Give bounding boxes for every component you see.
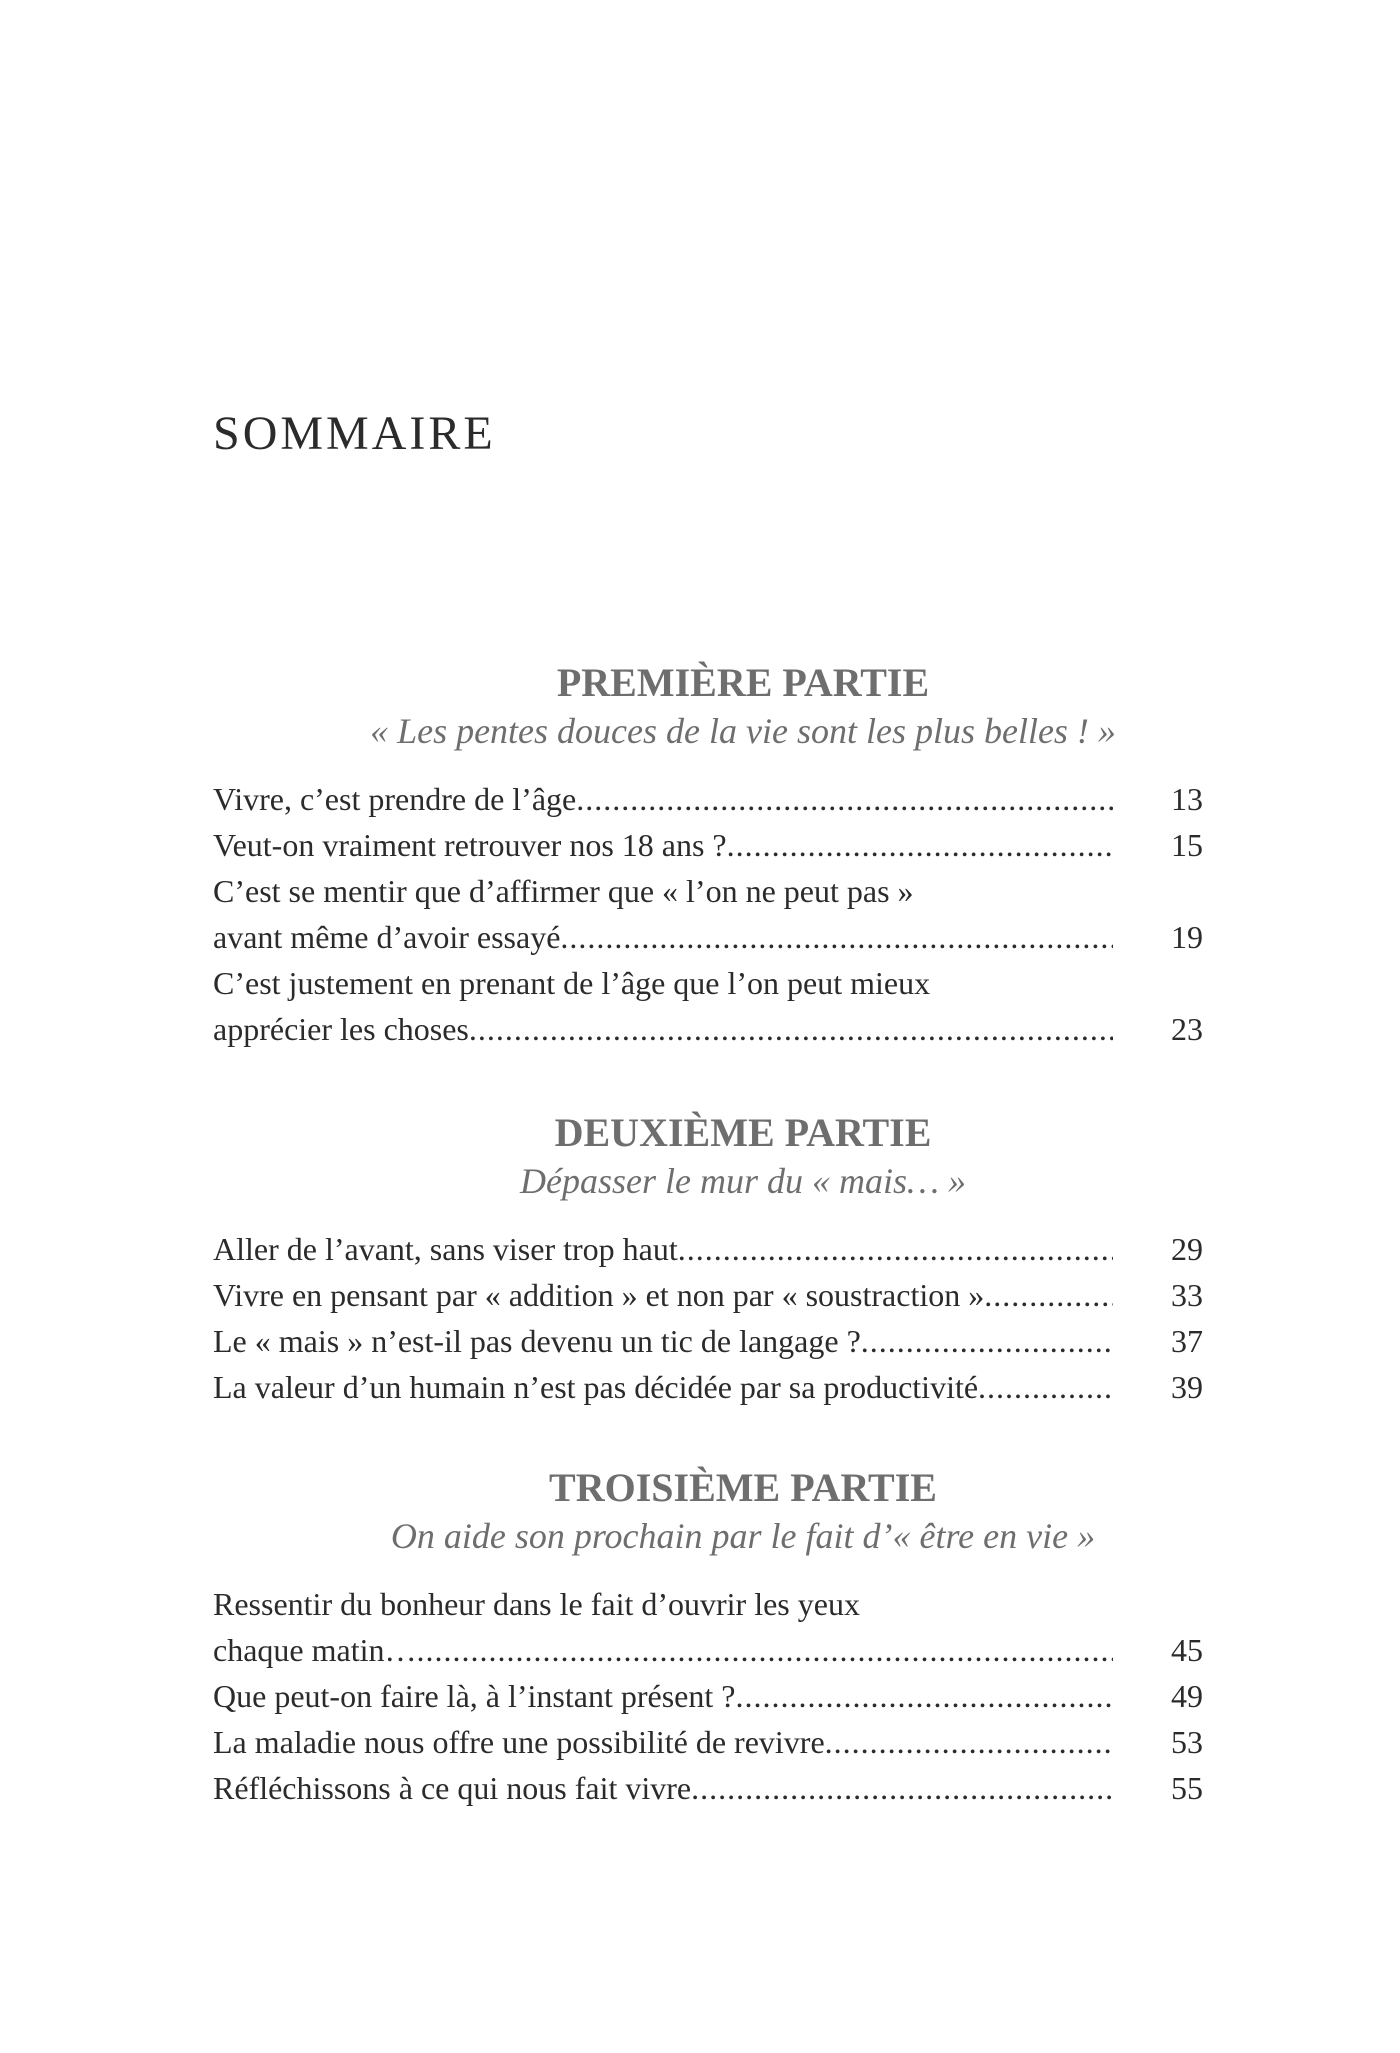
toc-page-number: 15: [1171, 827, 1203, 863]
dot-leader: [576, 776, 1113, 822]
dot-leader: [691, 1765, 1113, 1811]
part-heading: PREMIÈRE PARTIE: [556, 660, 930, 705]
dot-leader: [416, 1627, 1113, 1673]
toc-page-number: 49: [1171, 1678, 1203, 1714]
toc-entry[interactable]: [213, 822, 1203, 868]
dot-leader: [727, 822, 1113, 868]
toc-page-number: 19: [1171, 919, 1203, 955]
toc-entry[interactable]: [213, 776, 1203, 822]
toc-entry[interactable]: [213, 1272, 1203, 1318]
toc-entry-label: avant même d’avoir essayé: [213, 919, 561, 955]
toc-entry-label: La maladie nous offre une possibilité de revivre: [213, 1724, 825, 1760]
toc-entry[interactable]: [213, 1719, 1203, 1765]
toc-entry-label: Aller de l’avant, sans viser trop haut: [213, 1231, 678, 1267]
toc-page-number: 13: [1171, 781, 1203, 817]
dot-leader: [978, 1364, 1113, 1410]
toc-page-number: 29: [1171, 1231, 1203, 1267]
part-2: [213, 1110, 1203, 1410]
toc-entry-label: Ressentir du bonheur dans le fait d’ouvrir les yeux: [213, 1586, 860, 1622]
toc-entries: [213, 1226, 1203, 1410]
part-heading: TROISIÈME PARTIE: [549, 1465, 937, 1510]
part-1: [213, 660, 1203, 1052]
toc-entry-label: La valeur d’un humain n’est pas décidée par sa productivité: [213, 1369, 979, 1405]
toc-page-number: 37: [1171, 1323, 1203, 1359]
dot-leader: [825, 1719, 1113, 1765]
toc-entry-label: Le « mais » n’est-il pas devenu un tic de langage ?: [213, 1323, 861, 1359]
toc-entry-line[interactable]: [213, 1581, 1203, 1627]
dot-leader: [861, 1318, 1113, 1364]
dot-leader: [469, 1006, 1113, 1052]
toc-entry-label: apprécier les choses: [213, 1011, 469, 1047]
toc-entry[interactable]: [213, 1318, 1203, 1364]
part-subtitle: Dépasser le mur du « mais… »: [520, 1161, 966, 1201]
toc-entry-label: C’est justement en prenant de l’âge que l’on peut mieux: [213, 965, 931, 1001]
toc-page-number: 39: [1171, 1369, 1203, 1405]
toc-entry[interactable]: [213, 1673, 1203, 1719]
toc-entry-label: Veut-on vraiment retrouver nos 18 ans ?: [213, 827, 727, 863]
toc-entry-label: Réfléchissons à ce qui nous fait vivre: [213, 1770, 692, 1806]
toc-entry[interactable]: [213, 1765, 1203, 1811]
dot-leader: [735, 1673, 1113, 1719]
dot-leader: [560, 914, 1113, 960]
toc-entry-label: Que peut-on faire là, à l’instant présent ?: [213, 1678, 736, 1714]
toc-page-number: 45: [1171, 1632, 1203, 1668]
toc-page-number: 33: [1171, 1277, 1203, 1313]
toc-entry[interactable]: [213, 914, 1203, 960]
dot-leader: [678, 1226, 1113, 1272]
dot-leader: [984, 1272, 1113, 1318]
part-heading: DEUXIÈME PARTIE: [554, 1110, 932, 1155]
page-title: SOMMAIRE: [213, 407, 496, 460]
toc-entry-line[interactable]: [213, 960, 1203, 1006]
part-subtitle: « Les pentes douces de la vie sont les plus belles ! »: [370, 711, 1116, 751]
toc-entries: [213, 1581, 1203, 1811]
toc-entries: [213, 776, 1203, 1052]
toc-entry[interactable]: [213, 1006, 1203, 1052]
toc-entry[interactable]: [213, 1226, 1203, 1272]
toc-page-number: 55: [1171, 1770, 1203, 1806]
toc-entry-label: C’est se mentir que d’affirmer que « l’on ne peut pas »: [213, 873, 914, 909]
part-subtitle: On aide son prochain par le fait d’« être en vie »: [390, 1516, 1096, 1556]
toc-entry-label: chaque matin…: [213, 1632, 417, 1668]
toc-page-number: 53: [1171, 1724, 1203, 1760]
part-3: [213, 1465, 1203, 1811]
toc-entry-line[interactable]: [213, 868, 1203, 914]
toc-entry[interactable]: [213, 1364, 1203, 1410]
toc-entry[interactable]: [213, 1627, 1203, 1673]
toc-entry-label: Vivre en pensant par « addition » et non par « soustraction »: [213, 1277, 985, 1313]
toc-page-number: 23: [1171, 1011, 1203, 1047]
toc-entry-label: Vivre, c’est prendre de l’âge: [213, 781, 577, 817]
